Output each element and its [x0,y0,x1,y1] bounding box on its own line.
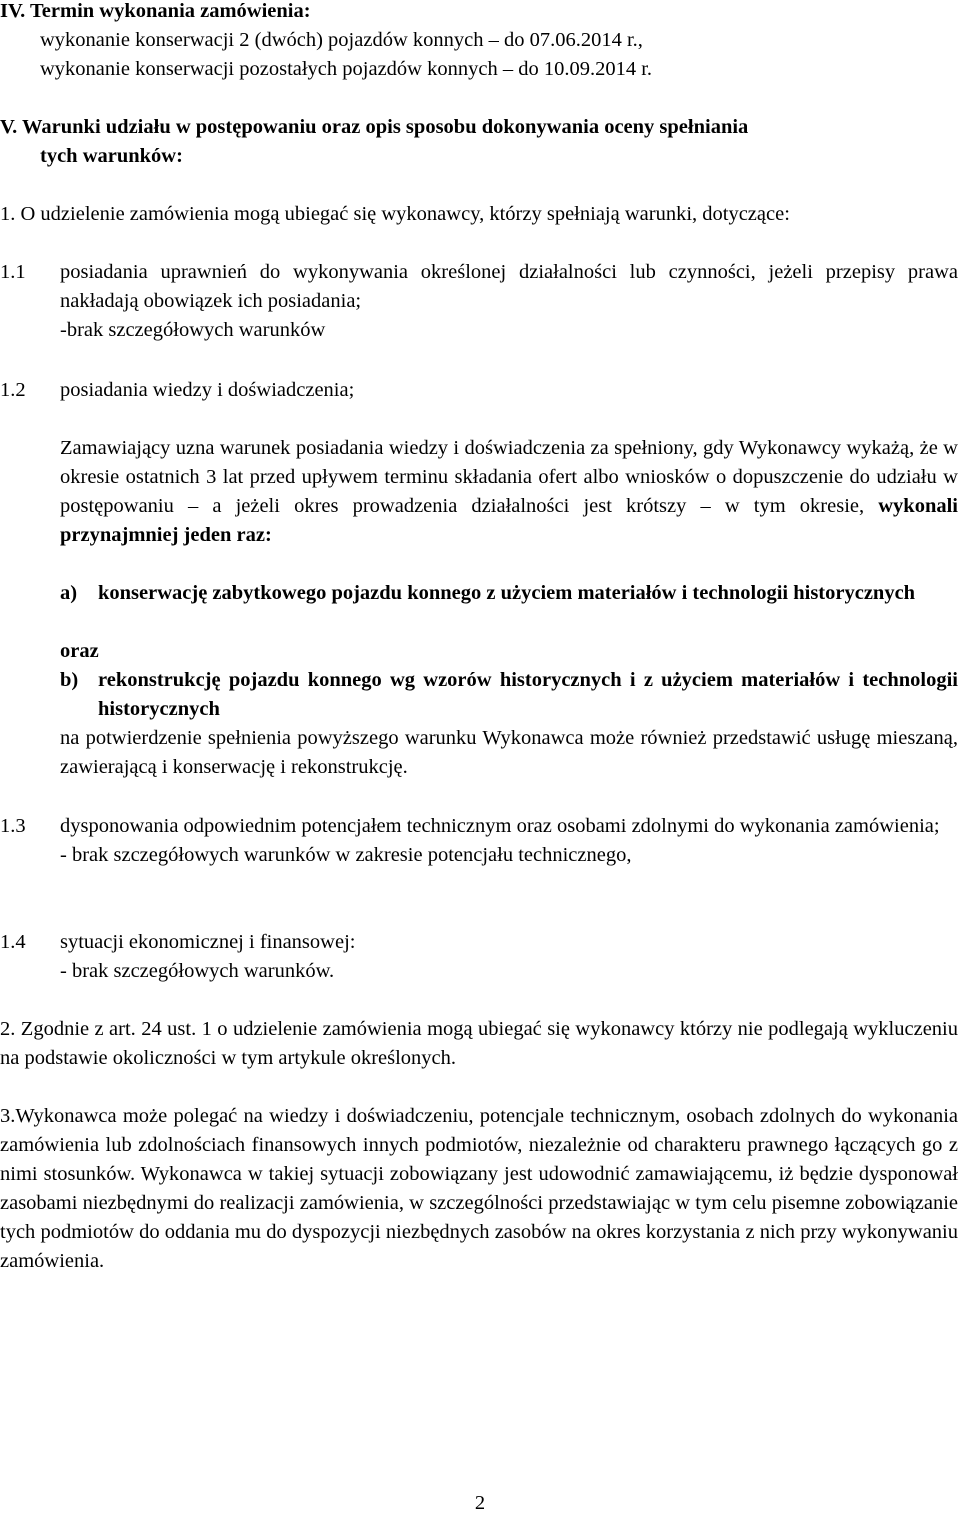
item-1-2-oraz: oraz [60,640,99,662]
item-1-2-b [0,666,958,724]
item-1-4 [0,928,958,986]
item-1-2-a [0,579,958,608]
section-iv-line-2: wykonanie konserwacji pozostałych pojazdów konnych – do 10.09.2014 r. [40,58,653,80]
paragraph-2: 2. Zgodnie z art. 24 ust. 1 o udzielenie zamówienia mogą ubiegać się wykonawcy którzy nie podlegają wykluczeniu na podstawie okoliczności w tym artykule określonych. [0,1018,958,1069]
item-1-2-closing: na potwierdzenie spełnienia powyższego warunku Wykonawca może również przedstawić usługę mieszaną, zawierającą i konserwację i rekonstrukcję. [60,727,958,778]
item-1-3-note: - brak szczegółowych warunków w zakresie potencjału technicznego, [60,844,632,866]
item-1-2-text: posiadania wiedzy i doświadczenia; [60,379,355,401]
paragraph-3: 3.Wykonawca może polegać na wiedzy i doświadczeniu, potencjale technicznym, osobach zdolnych do wykonania zamówienia lub zdolnościach finansowych innych podmiotów, niezależnie od charakteru prawnego łączących go z nimi stosunków. Wykonawca w takiej sytuacji zobowiązany jest udowodnić zamawiającemu, iż będzie dysponował zasobami niezbędnymi do realizacji zamówienia, w szczególności przedstawiając w tym celu pisemne zobowiązanie tych podmiotów do oddania mu do dyspozycji niezbędnych zasobów na okres korzystania z nich przy wykonywaniu zamówienia. [0,1105,958,1272]
item-1-1-number: 1.1 [0,261,26,283]
item-1-2-paragraph-plain: Zamawiający uzna warunek posiadania wiedzy i doświadczenia za spełniony, gdy Wykonawcy wykażą, że w okresie ostatnich 3 lat przed upływem terminu składania ofert albo wniosków o dopuszczenie do udziału w postępowaniu – a jeżeli okres prowadzenia działalności jest krótszy – w tym okresie, [60,437,958,517]
section-iv-heading: IV. Termin wykonania zamówienia: [0,0,311,22]
section-v-heading-line-1: V. Warunki udziału w postępowaniu oraz opis sposobu dokonywania oceny spełniania [0,116,749,138]
paragraph-1: 1. O udzielenie zamówienia mogą ubiegać się wykonawcy, którzy spełniają warunki, dotyczące: [0,203,790,225]
section-v-heading-line-2: tych warunków: [40,145,183,167]
item-1-2 [0,376,958,405]
section-iv-line-1: wykonanie konserwacji 2 (dwóch) pojazdów konnych – do 07.06.2014 r., [40,29,643,51]
item-a-text: konserwację zabytkowego pojazdu konnego z użyciem materiałów i technologii historycznych [98,582,916,604]
item-1-4-note: - brak szczegółowych warunków. [60,960,335,982]
item-1-1 [0,258,958,345]
item-1-2-paragraph [0,434,958,550]
item-1-2-paragraph-bold: wykonali przynajmniej jeden raz: [60,495,958,546]
page-number: 2 [474,1492,486,1514]
item-1-3 [0,812,958,870]
item-b-text: rekonstrukcję pojazdu konnego wg wzorów historycznych i z użyciem materiałów i technologii historycznych [98,669,958,720]
item-1-1-note: -brak szczegółowych warunków [60,319,326,341]
item-1-4-text: sytuacji ekonomicznej i finansowej: [60,931,356,953]
item-b-letter: b) [60,669,79,691]
item-1-1-text: posiadania uprawnień do wykonywania określonej działalności lub czynności, jeżeli przepisy prawa nakładają obowiązek ich posiadania; [60,261,958,312]
item-a-letter: a) [60,582,78,604]
item-1-4-number: 1.4 [0,931,26,953]
item-1-3-number: 1.3 [0,815,26,837]
item-1-2-number: 1.2 [0,379,26,401]
item-1-3-text: dysponowania odpowiednim potencjałem technicznym oraz osobami zdolnymi do wykonania zamówienia; [60,815,940,837]
